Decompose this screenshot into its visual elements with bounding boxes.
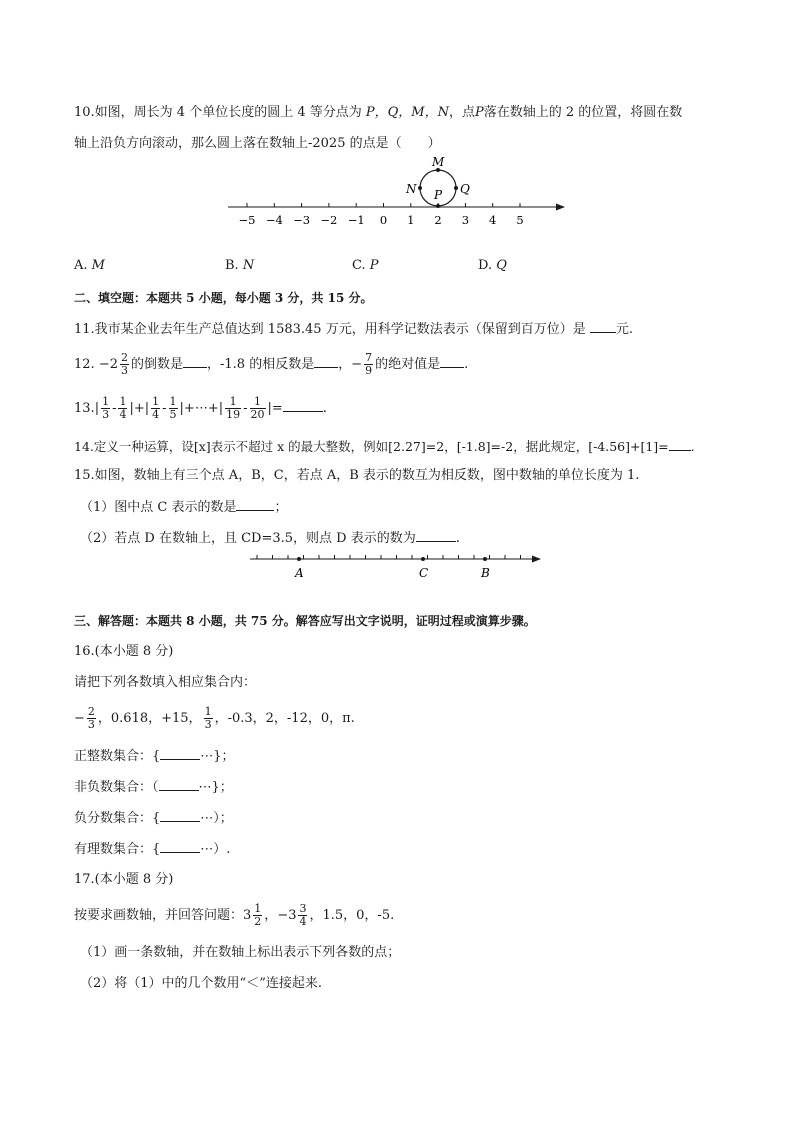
numerator: 1 (119, 395, 127, 408)
fraction (151, 396, 160, 421)
fraction (118, 396, 127, 421)
label-p: P (434, 188, 443, 202)
set-negative-fractions (74, 809, 233, 828)
option-key: A. (74, 258, 92, 273)
q13-mid: |+⋯+| (179, 401, 224, 416)
tick-label: −4 (265, 213, 283, 227)
point-b (483, 557, 487, 561)
q12 (74, 350, 468, 380)
option-a[interactable] (74, 258, 105, 273)
q13-dot: . (322, 401, 327, 416)
set-label: 正整数集合：{ (74, 749, 161, 764)
set-positive-integers (74, 747, 235, 766)
q15-part2 (80, 529, 460, 548)
denominator: 3 (102, 408, 110, 421)
numerator: 1 (102, 395, 110, 408)
q10-line1 (74, 104, 682, 122)
tick-label: −2 (320, 213, 338, 227)
denominator: 9 (365, 364, 373, 377)
q16-title: 16.(本小题 8 分) (74, 644, 174, 659)
denominator: 4 (299, 915, 307, 928)
section-2-heading: 二、填空题：本题共 5 小题，每小题 3 分，共 15 分。 (74, 291, 373, 305)
tick-label: −3 (293, 213, 311, 227)
q14-end: . (690, 439, 695, 454)
q15-part2-end: . (455, 531, 460, 546)
list-text: ，0.618，+15， (97, 711, 202, 726)
q12-text: 的绝对值是 (375, 357, 441, 372)
answer-blank[interactable] (160, 747, 200, 760)
fraction (204, 706, 213, 731)
numerator: 1 (204, 705, 212, 718)
option-key: D. (478, 258, 497, 273)
q16-number-list (74, 703, 355, 735)
answer-blank[interactable] (440, 355, 464, 368)
option-value: M (91, 258, 105, 273)
q10-text: 10.如图，周长为 4 个单位长度的圆上 4 等分点为 (74, 105, 362, 120)
set-rational (74, 840, 230, 859)
q17-prompt-text: 按要求画数轴，并回答问题： (74, 908, 244, 923)
option-value: Q (496, 258, 507, 273)
tick-label: 0 (379, 213, 388, 227)
q12-fraction-a (120, 352, 129, 377)
fraction (298, 903, 307, 928)
arrow-head (532, 556, 541, 563)
set-label: 负分数集合：{ (74, 811, 161, 826)
label-m: M (432, 155, 445, 169)
set-label: 有理数集合：{ (74, 842, 161, 857)
answer-blank[interactable] (160, 809, 200, 822)
answer-blank[interactable] (283, 399, 323, 412)
q15-number-line-figure (245, 548, 545, 584)
q17-part1: （1）画一条数轴，并在数轴上标出表示下列各数的点； (80, 945, 401, 960)
q17-part2: （2）将（1）中的几个数用“＜”连接起来. (80, 976, 322, 991)
q15: 15.如图，数轴上有三个点 A，B，C，若点 A，B 表示的数互为相反数，图中数轴的单位长度为 1. (74, 468, 640, 483)
numerator: 7 (365, 351, 373, 364)
q12-sign: − (351, 357, 363, 372)
option-value: N (242, 258, 255, 273)
tick-label: 4 (489, 213, 497, 227)
q10-number-line-figure (220, 152, 580, 232)
q12-text: ， (338, 357, 352, 372)
q12-text: ，-1.8 的相反数是 (207, 357, 315, 372)
tick-label: 5 (516, 213, 524, 227)
numerator: 1 (169, 395, 177, 408)
option-b[interactable] (225, 258, 254, 273)
denominator: 20 (250, 408, 265, 421)
denominator: 3 (121, 364, 128, 377)
set-label: 非负数集合：（ (74, 780, 159, 795)
q15-part2-text: （2）若点 D 在数轴上，且 CD=3.5，则点 D 表示的数为 (80, 531, 416, 546)
tick-label: 2 (434, 213, 442, 227)
fraction (250, 396, 266, 421)
separator: ， (264, 908, 278, 923)
set-end: ⋯）； (200, 811, 233, 826)
numerator: 1 (225, 396, 241, 409)
denominator: 2 (254, 915, 262, 928)
denominator: 3 (204, 718, 212, 731)
q12-number: 12. (74, 357, 95, 372)
fraction (87, 706, 96, 731)
q10-line2: 轴上沿负方向滚动，那么圆上落在数轴上-2025 的点是（ ） (74, 136, 441, 151)
q13-end: |= (267, 401, 283, 416)
tick-label: −5 (238, 213, 256, 227)
numerator: 2 (87, 705, 95, 718)
answer-blank[interactable] (590, 320, 616, 333)
q11-text: 11.我市某企业去年生产总值达到 1583.45 万元，用科学记数法表示（保留到百万位）是 (74, 322, 586, 337)
answer-blank[interactable] (314, 355, 338, 368)
q12-end: . (464, 357, 469, 372)
q17-title: 17.(本小题 8 分) (74, 872, 174, 887)
fraction (169, 396, 178, 421)
numerator: 1 (250, 396, 266, 409)
set-end: ⋯}； (198, 780, 233, 795)
q11 (74, 320, 633, 339)
point-a (297, 557, 301, 561)
label-b: B (481, 566, 490, 580)
q16-prompt: 请把下列各数填入相应集合内： (74, 675, 257, 690)
answer-blank[interactable] (183, 355, 207, 368)
set-non-negative (74, 778, 233, 797)
q14 (74, 438, 695, 456)
fraction (225, 396, 241, 421)
point-n (418, 186, 422, 190)
denominator: 4 (152, 408, 160, 421)
option-c[interactable] (352, 258, 379, 273)
answer-blank[interactable] (160, 840, 200, 853)
arrow-head (556, 204, 565, 211)
q15-part1-end: ； (274, 500, 288, 515)
q13-number: 13. (74, 401, 95, 416)
q15-part1 (80, 498, 288, 517)
denominator: 4 (119, 408, 127, 421)
fraction (101, 396, 110, 421)
tick-label: 1 (407, 213, 415, 227)
q10-text: ，点 (448, 105, 475, 120)
q12-text: 的倒数是 (131, 357, 184, 372)
tick-label: 3 (461, 213, 470, 227)
q17-rest: ，1.5，0，-5. (309, 908, 395, 923)
denominator: 3 (87, 718, 95, 731)
q15-part1-text: （1）图中点 C 表示的数是 (80, 500, 237, 515)
fraction (253, 903, 262, 928)
point-q (454, 186, 458, 190)
set-end: ⋯）. (200, 842, 231, 857)
denominator: 19 (226, 408, 241, 421)
option-d[interactable] (478, 258, 507, 273)
neg-sign: − (74, 711, 85, 726)
mixed-int: −3 (277, 908, 297, 923)
point-c (421, 557, 425, 561)
numerator: 1 (254, 902, 262, 915)
answer-blank[interactable] (416, 529, 456, 542)
numerator: 3 (299, 902, 307, 915)
option-key: B. (225, 258, 243, 273)
label-c: C (419, 566, 429, 580)
option-key: C. (352, 258, 370, 273)
numerator: 2 (121, 351, 128, 364)
label-a: A (295, 566, 304, 580)
point-p (436, 204, 440, 208)
answer-blank[interactable] (669, 438, 691, 451)
q17-prompt (74, 900, 394, 932)
q10-text: 落在数轴上的 2 的位置，将圆在数 (483, 105, 683, 120)
label-q: Q (460, 182, 470, 196)
q14-text: 14.定义一种运算，设[x]表示不超过 x 的最大整数，例如[2.27]=2，[-1.8]=-2，据此规定，[-4.56]+[1]= (74, 439, 669, 454)
list-text: ，-0.3，2，-12，0，π. (214, 711, 355, 726)
q11-end: 元. (615, 322, 633, 337)
mixed-int: 3 (243, 908, 252, 923)
q10-point-p: P (475, 105, 484, 120)
q12-fraction-b (364, 352, 373, 377)
q10-points: P，Q，M，N (365, 105, 449, 120)
q12-mixed-int: −2 (98, 357, 118, 372)
numerator: 1 (152, 395, 160, 408)
label-n: N (406, 182, 417, 196)
denominator: 5 (169, 408, 177, 421)
answer-blank[interactable] (236, 498, 274, 511)
set-end: ⋯}； (200, 749, 235, 764)
section-3-heading: 三、解答题：本题共 8 小题，共 75 分。解答应写出文字说明，证明过程或演算步骤。 (74, 614, 536, 628)
q13: 13.| $\frac{1}{3}$ - $\frac{1}{4}$ |+| $\frac{1}{4}$ - $\frac{1}{5}$ |+⋯+| $\frac{1}{19}$ - $\frac{1}{20}$ |= . (74, 395, 327, 421)
tick-label: −1 (347, 213, 365, 227)
option-value: P (369, 258, 379, 273)
answer-blank[interactable] (159, 778, 199, 791)
